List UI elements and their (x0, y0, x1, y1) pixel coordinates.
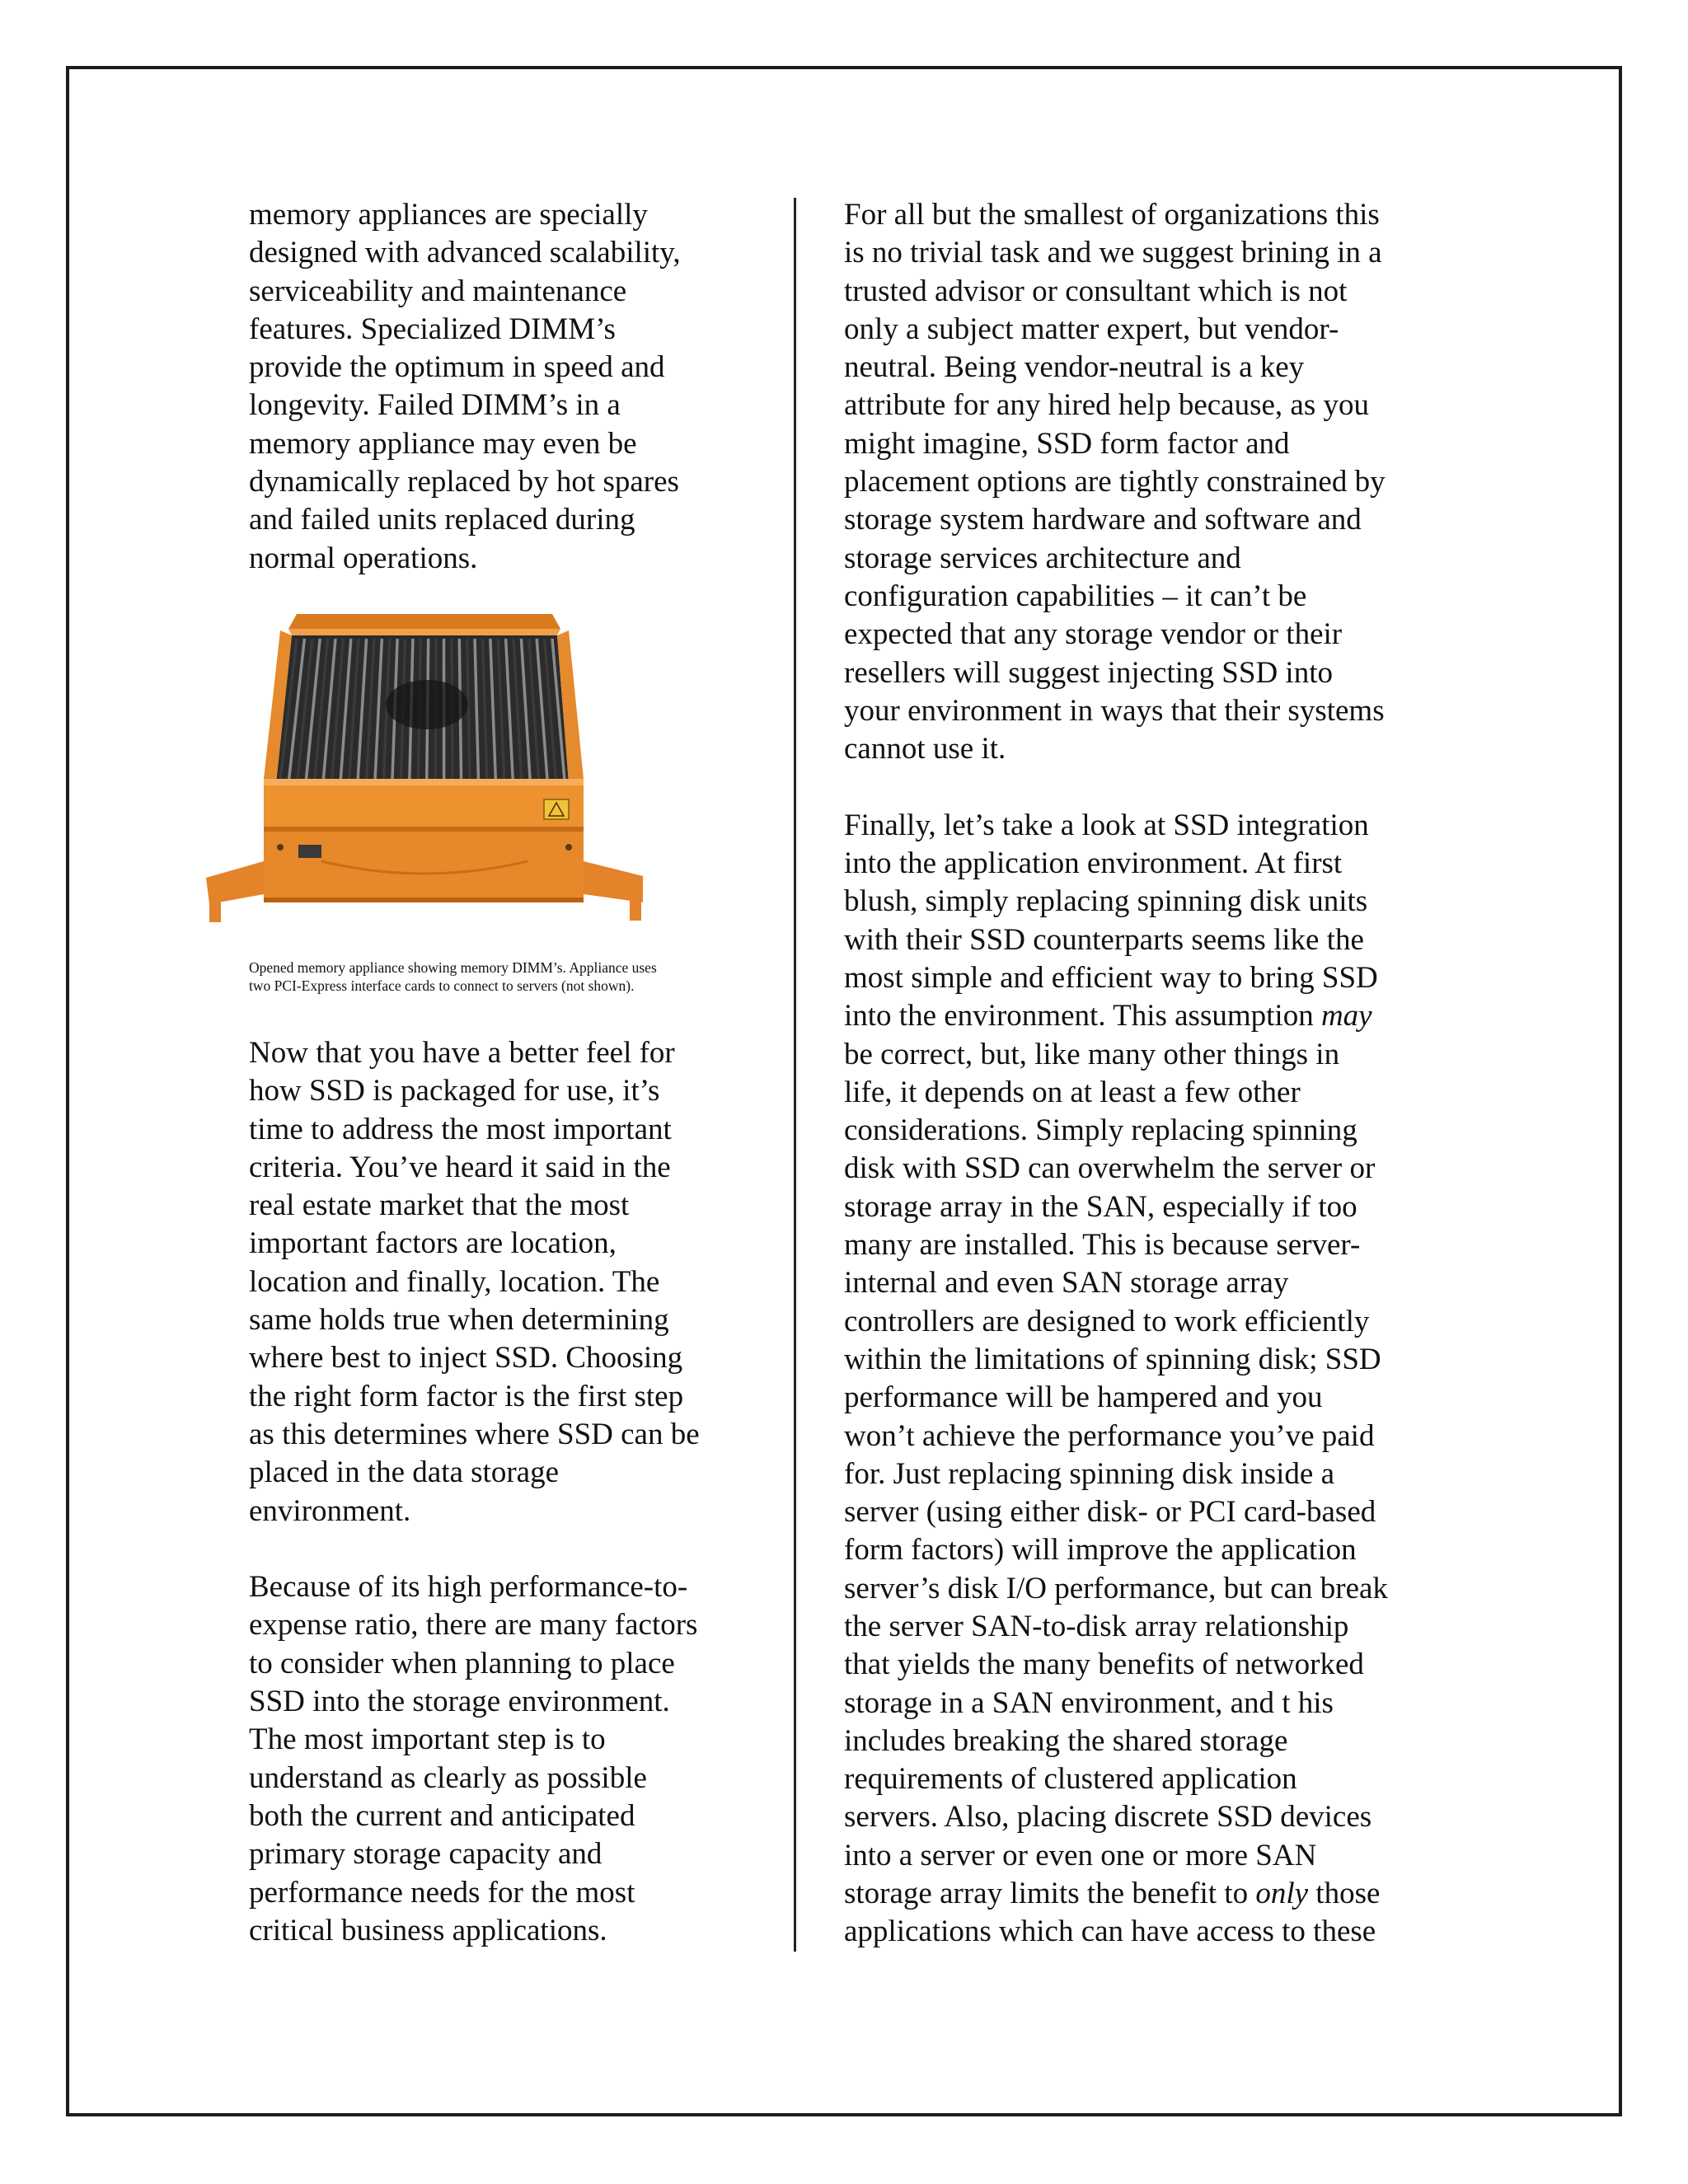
text-line: longevity. Failed DIMM’s in a (249, 388, 621, 423)
text-line: might imagine, SSD form factor and (844, 426, 1290, 461)
text-line: normal operations. (249, 541, 478, 575)
text-line: includes breaking the shared storage (844, 1723, 1288, 1758)
text-line: expense ratio, there are many factors (249, 1608, 698, 1643)
text-line: memory appliances are specially (249, 198, 648, 232)
text-line: requirements of clustered application (844, 1762, 1297, 1797)
left-column (249, 196, 776, 578)
rack-ear-left (206, 861, 264, 904)
text-line: how SSD is packaged for use, it’s (249, 1074, 660, 1108)
front-bezel (264, 827, 584, 901)
rack-ear-right-tab (630, 899, 641, 921)
left-paragraph-1 (249, 196, 776, 578)
caption-line: Opened memory appliance showing memory DIMM’s. Appliance uses (249, 959, 657, 976)
text-line: understand as clearly as possible (249, 1760, 647, 1795)
front-top-highlight (264, 779, 584, 785)
bezel-display (298, 845, 321, 858)
text-line: time to address the most important (249, 1112, 672, 1146)
bezel-screw-right (565, 844, 572, 851)
text-line: Now that you have a better feel for (249, 1036, 675, 1070)
paragraph-gap (249, 1530, 776, 1568)
left-paragraph-2 (249, 1034, 776, 1530)
text-line: server’s disk I/O performance, but can break (844, 1571, 1388, 1605)
text-line: storage services architecture and (844, 541, 1241, 575)
text-line: where best to inject SSD. Choosing (249, 1341, 683, 1376)
text-line: won’t achieve the performance you’ve paid (844, 1418, 1375, 1453)
text-line: placed in the data storage (249, 1455, 559, 1490)
text-line: your environment in ways that their systems (844, 693, 1385, 728)
figure-caption (249, 958, 776, 995)
text-line: with their SSD counterparts seems like the (844, 922, 1364, 957)
right-paragraph-1 (844, 196, 1454, 768)
emphasis-text: only (1255, 1877, 1309, 1911)
text-line: be correct, but, like many other things in (844, 1037, 1340, 1071)
text-line: storage in a SAN environment, and t his (844, 1685, 1334, 1720)
text-line: Finally, let’s take a look at SSD integration (844, 808, 1369, 842)
text-fragment: those (1308, 1877, 1381, 1911)
text-line: provide the optimum in speed and (249, 350, 665, 385)
text-line: serviceability and maintenance (249, 274, 627, 308)
text-fragment: into the environment. This assumption (844, 999, 1321, 1033)
appliance-lid (288, 614, 560, 629)
text-line: is no trivial task and we suggest brining in a (844, 236, 1382, 270)
front-top-panel (264, 779, 584, 827)
text-line: into a server or even one or more SAN (844, 1838, 1317, 1872)
appliance-lid-edge (288, 629, 560, 635)
text-line: critical business applications. (249, 1913, 607, 1947)
right-paragraph-2 (844, 807, 1454, 1952)
text-line: features. Specialized DIMM’s (249, 312, 616, 346)
memory-appliance-photo-icon (198, 614, 668, 927)
text-line: trusted advisor or consultant which is not (844, 274, 1348, 308)
text-line: cannot use it. (844, 732, 1006, 766)
text-line: resellers will suggest injecting SSD into (844, 655, 1333, 690)
text-line: and failed units replaced during (249, 503, 635, 537)
bezel-shadow (264, 827, 584, 832)
text-fragment: storage array limits the benefit to (844, 1877, 1256, 1911)
text-line (844, 1875, 1454, 1913)
text-line: SSD into the storage environment. (249, 1685, 670, 1719)
text-line: many are installed. This is because server- (844, 1228, 1361, 1263)
text-line: criteria. You’ve heard it said in the (249, 1150, 671, 1184)
chassis-bottom (264, 898, 584, 902)
text-line: location and finally, location. The (249, 1264, 660, 1299)
text-line: the right form factor is the first step (249, 1379, 684, 1413)
text-line: within the limitations of spinning disk; SSD (844, 1342, 1381, 1376)
left-paragraph-3 (249, 1568, 776, 1950)
text-line: placement options are tightly constrained by (844, 465, 1386, 499)
right-column (844, 196, 1454, 1952)
text-line: performance will be hampered and you (844, 1380, 1323, 1415)
rack-ear-right (584, 861, 643, 902)
text-line: most simple and efficient way to bring SSD (844, 960, 1378, 995)
text-line: applications which can have access to these (844, 1915, 1376, 1949)
text-line: memory appliance may even be (249, 426, 637, 461)
text-line: servers. Also, placing discrete SSD devices (844, 1800, 1372, 1835)
emphasis-text: may (1320, 999, 1372, 1033)
text-line: life, it depends on at least a few other (844, 1075, 1301, 1109)
text-line: internal and even SAN storage array (844, 1266, 1289, 1301)
caption-line: two PCI-Express interface cards to connect to servers (not shown). (249, 977, 635, 994)
text-line: disk with SSD can overwhelm the server or (844, 1151, 1376, 1186)
memory-appliance-figure (198, 614, 668, 927)
text-line: dynamically replaced by hot spares (249, 465, 679, 499)
text-line: For all but the smallest of organizations this (844, 198, 1380, 232)
text-line: form factors) will improve the application (844, 1533, 1357, 1568)
text-line: Because of its high performance-to- (249, 1570, 688, 1605)
text-line: as this determines where SSD can be (249, 1417, 700, 1451)
text-line: storage array in the SAN, especially if too (844, 1189, 1357, 1224)
text-line: considerations. Simply replacing spinning (844, 1113, 1357, 1148)
text-line (844, 997, 1454, 1035)
text-line: designed with advanced scalability, (249, 236, 681, 270)
column-divider (794, 198, 796, 1952)
text-line: same holds true when determining (249, 1303, 669, 1338)
text-line: performance needs for the most (249, 1875, 635, 1910)
text-line: expected that any storage vendor or their (844, 617, 1343, 652)
text-line: both the current and anticipated (249, 1798, 635, 1833)
text-line: primary storage capacity and (249, 1837, 603, 1872)
text-line: into the application environment. At first (844, 846, 1343, 881)
text-line: only a subject matter expert, but vendor- (844, 312, 1339, 346)
text-line: server (using either disk- or PCI card-based (844, 1495, 1376, 1530)
text-line: controllers are designed to work efficiently (844, 1304, 1370, 1338)
text-line: important factors are location, (249, 1226, 617, 1261)
text-line: that yields the many benefits of networked (844, 1647, 1364, 1682)
rack-ear-left-tab (209, 901, 221, 922)
text-line: storage system hardware and software and (844, 503, 1362, 537)
text-line: neutral. Being vendor-neutral is a key (844, 350, 1305, 385)
left-column-lower (249, 1034, 776, 1950)
text-line: for. Just replacing spinning disk inside a (844, 1456, 1335, 1491)
paragraph-gap (844, 768, 1454, 806)
text-line: blush, simply replacing spinning disk units (844, 884, 1368, 919)
text-line: real estate market that the most (249, 1188, 630, 1223)
text-line: configuration capabilities – it can’t be (844, 579, 1307, 613)
fan-shadow (386, 680, 468, 729)
text-line: The most important step is to (249, 1722, 606, 1757)
text-line: environment. (249, 1493, 411, 1528)
bezel-screw-left (277, 844, 284, 851)
text-line: to consider when planning to place (249, 1646, 675, 1680)
text-line: the server SAN-to-disk array relationship (844, 1609, 1349, 1643)
text-line: attribute for any hired help because, as you (844, 388, 1369, 423)
